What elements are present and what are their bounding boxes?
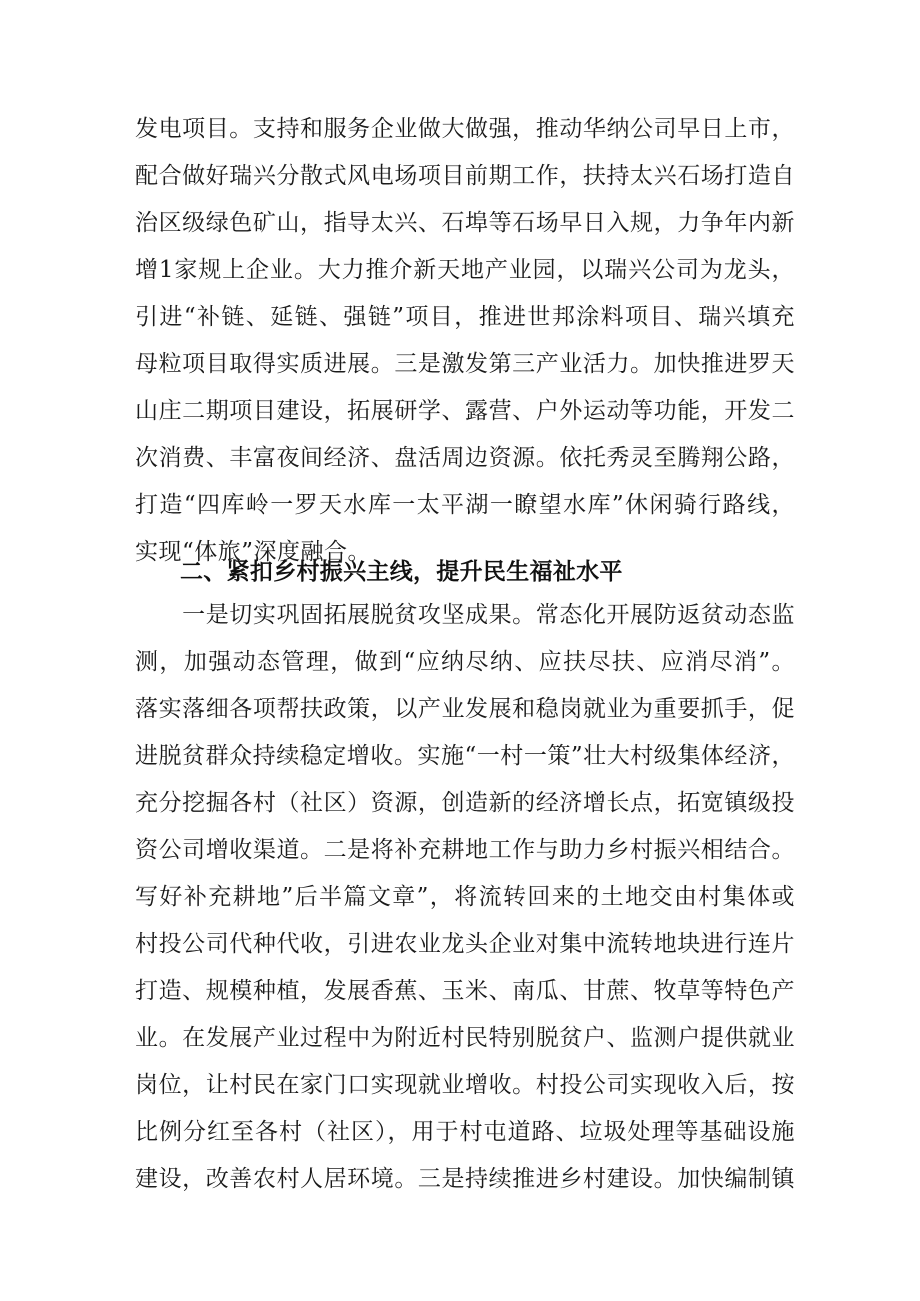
paragraph-line: 岗位，让村民在家门口实现就业增收。村投公司实现收入后，按 [135,1072,795,1098]
paragraph-line: 配合做好瑞兴分散式风电场项目前期工作，扶持太兴石场打造自 [135,163,795,189]
paragraph-line: 进脱贫群众持续稳定增收。实施“一村一策”壮大村级集体经济， [135,743,795,769]
paragraph-line: 次消费、丰富夜间经济、盘活周边资源。依托秀灵至腾翔公路， [135,445,795,471]
paragraph-line: 落实落细各项帮扶政策，以产业发展和稳岗就业为重要抓手，促 [135,696,795,722]
paragraph-line: 增1家规上企业。大力推介新天地产业园，以瑞兴公司为龙头， [135,257,795,283]
paragraph-line: 引进“补链、延链、强链”项目，推进世邦涂料项目、瑞兴填充 [135,304,795,330]
paragraph-line: 发电项目。支持和服务企业做大做强，推动华纳公司早日上市， [135,116,795,142]
paragraph-line: 测，加强动态管理，做到“应纳尽纳、应扶尽扶、应消尽消”。 [135,649,795,675]
paragraph-line: 充分挖掘各村（社区）资源，创造新的经济增长点，拓宽镇级投 [135,790,795,816]
paragraph-line: 实现“体旅”深度融合。 [135,539,372,565]
paragraph-line: 山庄二期项目建设，拓展研学、露营、户外运动等功能，开发二 [135,398,795,424]
paragraph-line: 比例分红至各村（社区），用于村屯道路、垃圾处理等基础设施 [135,1119,795,1145]
paragraph-line: 打造、规模种植，发展香蕉、玉米、南瓜、甘蔗、牧草等特色产 [135,978,795,1004]
paragraph-line: 写好补充耕地”后半篇文章”，将流转回来的土地交由村集体或 [135,884,795,910]
section-heading: 二、紧扣乡村振兴主线，提升民生福祉水平 [180,559,623,585]
paragraph-line: 打造“四库岭一罗天水库一太平湖一瞭望水库”休闲骑行路线， [135,492,795,518]
paragraph-line: 治区级绿色矿山，指导太兴、石埠等石场早日入规，力争年内新 [135,210,795,236]
paragraph-line: 村投公司代种代收，引进农业龙头企业对集中流转地块进行连片 [135,931,795,957]
paragraph-line: 资公司增收渠道。二是将补充耕地工作与助力乡村振兴相结合。 [135,837,795,863]
paragraph-line: 建设，改善农村人居环境。三是持续推进乡村建设。加快编制镇 [135,1166,795,1192]
paragraph-line: 一是切实巩固拓展脱贫攻坚成果。常态化开展防返贫动态监 [135,602,795,628]
paragraph-line: 母粒项目取得实质进展。三是激发第三产业活力。加快推进罗天 [135,351,795,377]
paragraph-line: 业。在发展产业过程中为附近村民特别脱贫户、监测户提供就业 [135,1025,795,1051]
